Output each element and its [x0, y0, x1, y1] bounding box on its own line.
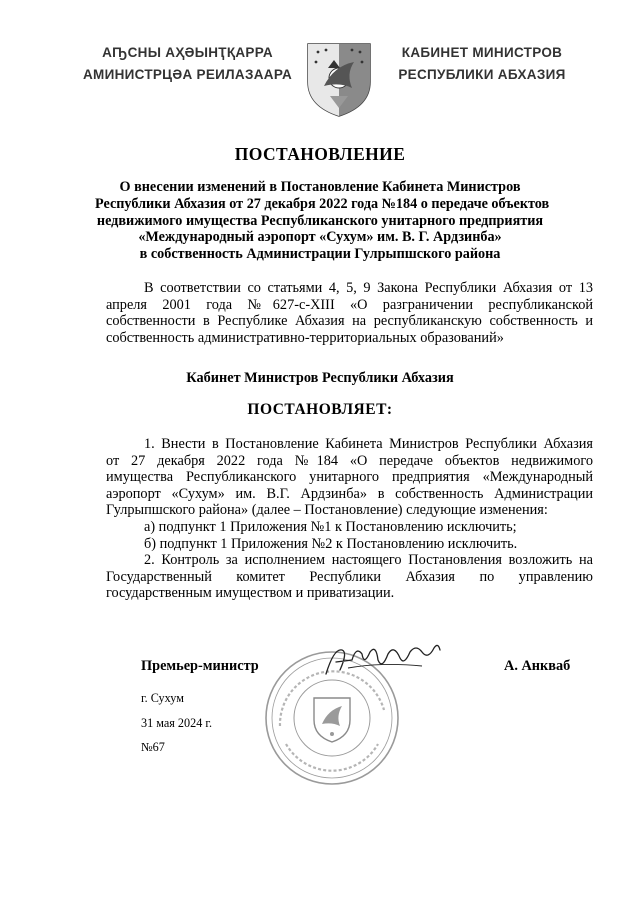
signatory-position: Премьер-министр: [141, 658, 259, 674]
cabinet-heading: Кабинет Министров Республики Абхазия: [186, 370, 454, 386]
preamble-paragraph: [106, 280, 593, 346]
header-right-russian: [392, 42, 572, 86]
decides-heading: ПОСТАНОВЛЯЕТ:: [247, 401, 393, 418]
preamble-line: собственность административно-территориальных образований»: [106, 329, 504, 346]
document-city: г. Сухум: [141, 691, 184, 705]
resolution-body: [106, 436, 593, 602]
header-right-line1: КАБИНЕТ МИНИСТРОВ: [401, 45, 563, 60]
body-line: а) подпункт 1 Приложения №1 к Постановлению исключить;: [144, 518, 517, 535]
document-title: ПОСТАНОВЛЕНИЕ: [234, 144, 406, 164]
subject-line: в собственность Администрации Гулрыпшского района: [139, 246, 501, 263]
body-line: от 27 декабря 2022 года №184 «О передаче объектов недвижимого: [106, 452, 593, 469]
body-line: б) подпункт 1 Приложения №2 к Постановлению исключить.: [144, 535, 518, 552]
subject-line: недвижимого имущества Республиканского унитарного предприятия: [96, 212, 544, 229]
body-line: государственным имуществом и приватизации.: [106, 585, 395, 602]
document-number: №67: [141, 740, 165, 754]
body-line: имущества Республиканского унитарного предприятия «Международный: [106, 469, 593, 486]
header-left-line2: АМИНИСТРЦӘА РЕИЛАЗААРА: [82, 67, 293, 82]
body-line: 2. Контроль за исполнением настоящего Постановления возложить на: [144, 552, 593, 569]
header-left-line1: АҦСНЫ АҲӘЫНҬҚАРРА: [102, 45, 273, 60]
coat-of-arms-icon: [304, 38, 374, 118]
preamble-line: собственности в Республике Абхазия на республиканскую собственность и: [106, 313, 593, 330]
subject-line: «Международный аэропорт «Сухум» им. В. Г. Ардзинба»: [138, 229, 502, 246]
document-date: 31 мая 2024 г.: [141, 716, 213, 730]
header-left-abkhaz: [80, 42, 295, 86]
preamble-line: апреля 2001 года №627-с-XIII «О разграничении республиканской: [106, 296, 593, 313]
body-line: Гулрыпшского района» (далее – Постановление) следующие изменения:: [106, 502, 548, 519]
header-right-line2: РЕСПУБЛИКИ АБХАЗИЯ: [398, 67, 566, 82]
handwritten-signature-icon: [322, 640, 442, 680]
subject-line: Республики Абхазия от 27 декабря 2022 года №184 о передаче объектов: [95, 195, 550, 212]
body-line: аэропорт «Сухум» им. В.Г. Ардзинба» в собственность Администрации: [106, 485, 593, 502]
body-line: 1. Внести в Постановление Кабинета Министров Республики Абхазия: [144, 436, 593, 452]
document-subject: [95, 179, 550, 263]
body-line: Государственный комитет Республики Абхазия по управлению: [106, 568, 593, 585]
subject-line: О внесении изменений в Постановление Кабинета Министров: [119, 179, 521, 195]
signatory-name: А. Анкваб: [504, 658, 571, 674]
preamble-line: В соответствии со статьями 4, 5, 9 Закона Республики Абхазия от 13: [144, 280, 593, 296]
